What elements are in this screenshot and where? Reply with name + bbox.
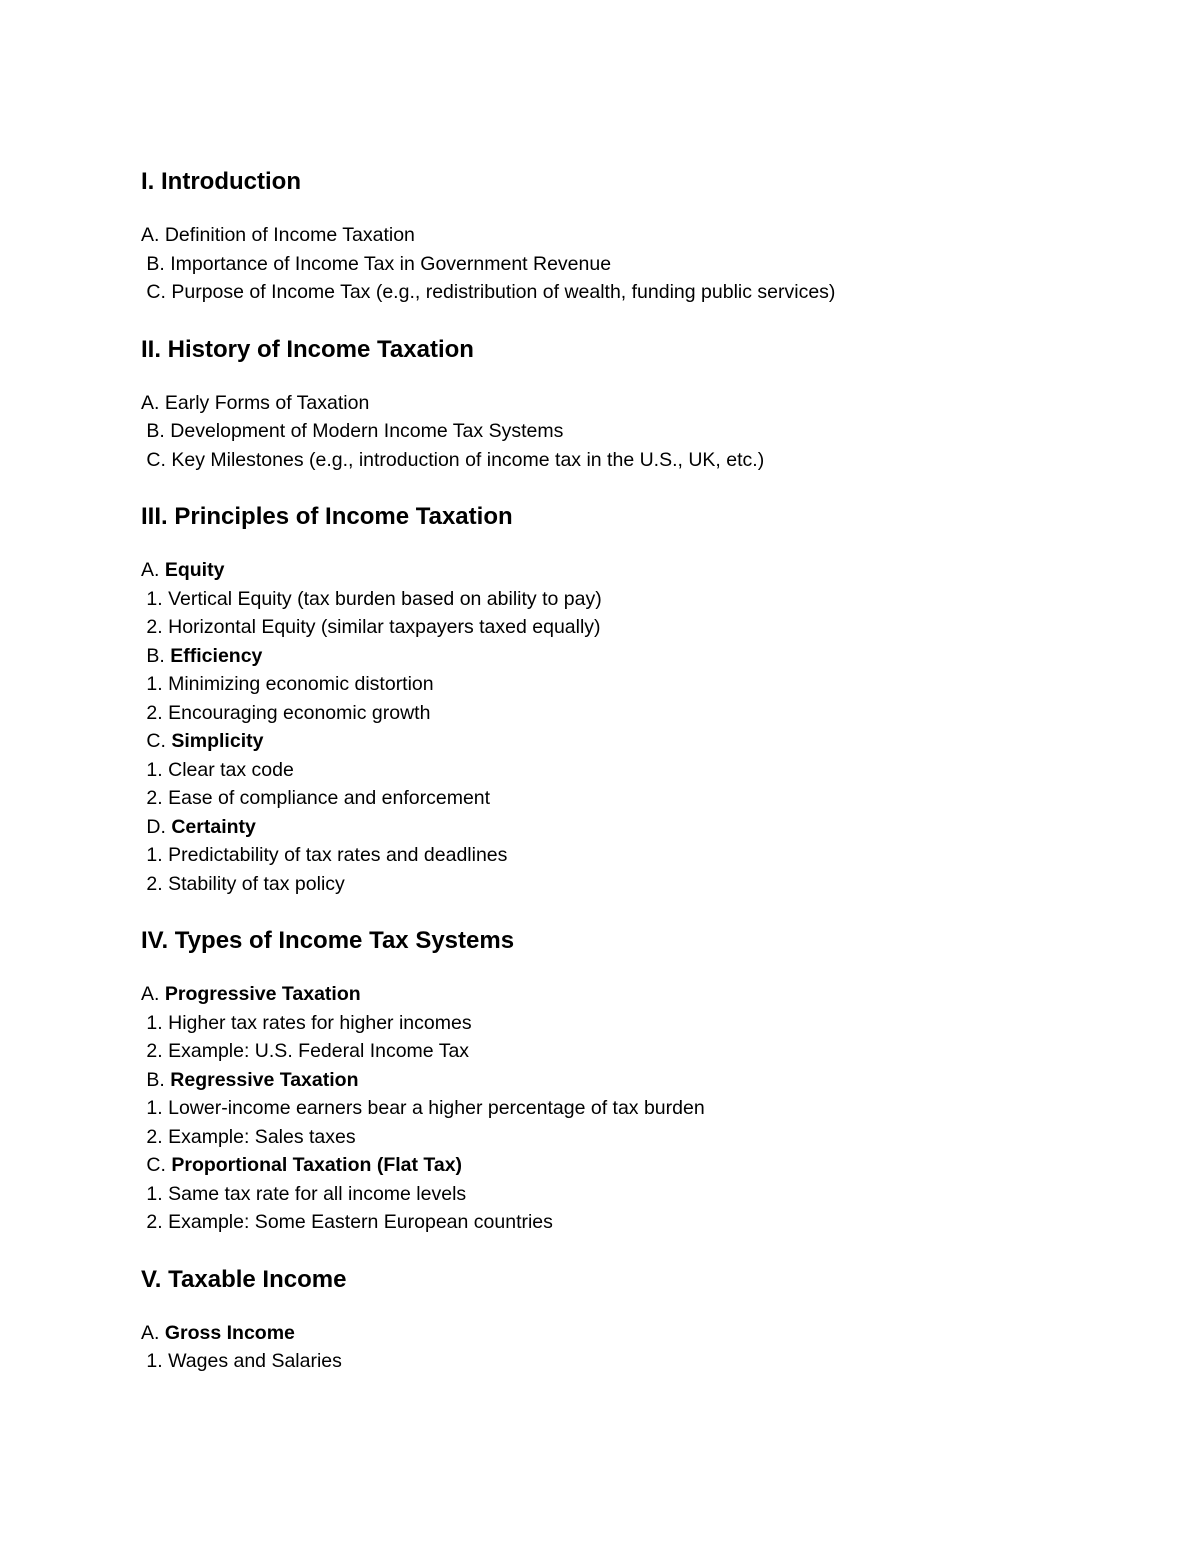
outline-item	[141, 1066, 1141, 1095]
item-text: Stability of tax policy	[168, 872, 345, 895]
outline-item	[141, 670, 1141, 699]
outline-item	[141, 417, 1141, 446]
item-marker: B.	[141, 1068, 171, 1091]
item-text: Definition of Income Taxation	[164, 224, 415, 246]
item-marker: 1.	[141, 587, 169, 610]
item-text: Vertical Equity (tax burden based on ability to pay)	[168, 587, 602, 610]
item-marker: B.	[141, 644, 171, 667]
item-text: Early Forms of Taxation	[164, 391, 370, 414]
item-marker: 2.	[141, 616, 169, 638]
item-text: Example: Sales taxes	[168, 1125, 356, 1148]
item-marker: D.	[141, 815, 172, 838]
item-marker: A.	[141, 224, 165, 246]
item-marker: 1.	[141, 844, 169, 866]
item-text: Gross Income	[164, 1321, 295, 1344]
item-text: Minimizing economic distortion	[168, 673, 434, 695]
item-text: Regressive Taxation	[170, 1068, 359, 1091]
section-heading: V. Taxable Income	[141, 1265, 347, 1293]
item-marker: 1.	[141, 673, 169, 695]
item-marker: 2.	[141, 1040, 169, 1062]
outline-item	[141, 1151, 1141, 1180]
item-text: Simplicity	[171, 730, 264, 752]
item-text: Importance of Income Tax in Government Revenue	[170, 252, 612, 275]
item-text: Ease of compliance and enforcement	[168, 787, 491, 809]
item-text: Example: Some Eastern European countries	[168, 1211, 553, 1233]
outline-item	[141, 1347, 1141, 1376]
item-text: Same tax rate for all income levels	[168, 1182, 467, 1205]
item-text: Certainty	[171, 815, 256, 838]
item-marker: 1.	[141, 1350, 169, 1372]
outline-item	[141, 1208, 1141, 1237]
item-text: Predictability of tax rates and deadlines	[168, 844, 508, 866]
outline-list	[141, 1319, 1141, 1376]
item-text: Horizontal Equity (similar taxpayers taxed equally)	[168, 616, 601, 638]
item-marker: C.	[141, 281, 172, 303]
outline-item	[141, 250, 1141, 279]
outline-item	[141, 278, 1141, 307]
item-marker: 2.	[141, 701, 169, 724]
outline-item	[141, 980, 1141, 1009]
outline-item	[141, 1094, 1141, 1123]
item-text: Lower-income earners bear a higher percentage of tax burden	[168, 1097, 705, 1119]
outline-item	[141, 1123, 1141, 1152]
item-marker: 1.	[141, 1097, 169, 1119]
outline-item	[141, 446, 1141, 475]
item-text: Proportional Taxation (Flat Tax)	[171, 1154, 463, 1176]
item-marker: A.	[141, 1321, 165, 1344]
item-text: Efficiency	[170, 644, 263, 667]
item-text: Example: U.S. Federal Income Tax	[168, 1040, 470, 1062]
outline-item	[141, 556, 1141, 585]
item-text: Progressive Taxation	[164, 983, 361, 1005]
outline-item	[141, 841, 1141, 870]
item-marker: A.	[141, 983, 165, 1005]
outline-item	[141, 642, 1141, 671]
section-heading: III. Principles of Income Taxation	[141, 503, 513, 530]
item-marker: 1.	[141, 758, 169, 781]
item-marker: 1.	[141, 1182, 169, 1205]
item-text: Development of Modern Income Tax Systems	[170, 420, 564, 442]
item-text: Encouraging economic growth	[168, 701, 431, 724]
item-text: Clear tax code	[168, 758, 294, 781]
outline-list	[141, 221, 1141, 307]
outline-item	[141, 1319, 1141, 1348]
item-marker: C.	[141, 1154, 172, 1176]
outline-item	[141, 870, 1141, 899]
item-text: Key Milestones (e.g., introduction of income tax in the U.S., UK, etc.)	[171, 448, 765, 471]
section-heading: IV. Types of Income Tax Systems	[141, 927, 515, 954]
outline-item	[141, 784, 1141, 813]
item-marker: 2.	[141, 872, 169, 895]
item-text: Higher tax rates for higher incomes	[168, 1011, 472, 1034]
item-marker: A.	[141, 559, 165, 581]
item-marker: 1.	[141, 1011, 169, 1034]
item-text: Wages and Salaries	[168, 1350, 342, 1372]
item-text: Purpose of Income Tax (e.g., redistribution of wealth, funding public services)	[171, 281, 836, 303]
outline-item	[141, 221, 1141, 250]
item-marker: 2.	[141, 1125, 169, 1148]
item-marker: B.	[141, 420, 171, 442]
outline-item	[141, 1009, 1141, 1038]
section-heading: I. Introduction	[141, 168, 301, 195]
item-marker: A.	[141, 391, 165, 414]
outline-list	[141, 556, 1141, 898]
outline-item	[141, 727, 1141, 756]
outline-item	[141, 613, 1141, 642]
outline-item	[141, 1037, 1141, 1066]
item-text: Equity	[164, 559, 225, 581]
item-marker: 2.	[141, 1211, 169, 1233]
outline-item	[141, 756, 1141, 785]
outline-item	[141, 389, 1141, 418]
outline-item	[141, 699, 1141, 728]
outline-list	[141, 980, 1141, 1237]
outline-item	[141, 585, 1141, 614]
item-marker: B.	[141, 252, 171, 275]
document-page	[141, 166, 1141, 1376]
outline-list	[141, 389, 1141, 475]
outline-item	[141, 813, 1141, 842]
item-marker: C.	[141, 730, 172, 752]
section-heading: II. History of Income Taxation	[141, 335, 474, 363]
item-marker: 2.	[141, 787, 169, 809]
outline-item	[141, 1180, 1141, 1209]
item-marker: C.	[141, 448, 172, 471]
